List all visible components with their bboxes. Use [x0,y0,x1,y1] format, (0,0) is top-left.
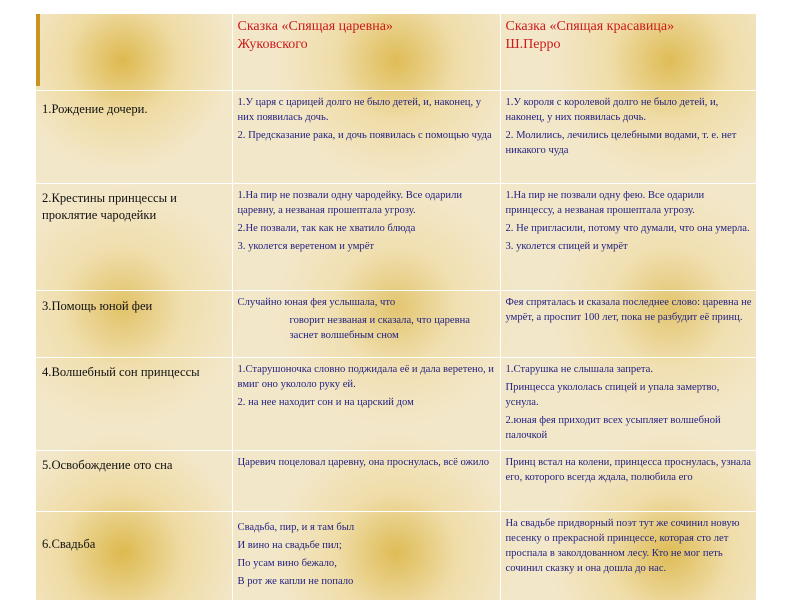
zhukovsky-cell [233,451,500,470]
header-title-perrault [501,14,757,54]
cell-text: 2. на нее находит сон и на царский дом [237,397,414,408]
cell-text: Принц встал на колени, принцесса проснулась, узнала его, которого всегда ждала, полюбила его [505,457,751,483]
header-line: Сказка «Спящая царевна» [237,19,393,34]
header-row [36,14,756,91]
zhukovsky-cell [233,512,500,589]
cell-text: Случайно юная фея услышала, что [237,297,396,308]
cell-text: 2. Предсказание рака, и дочь появилась с помощью чуда [237,130,492,141]
perrault-cell [501,451,757,485]
row-label: 6.Свадьба [42,537,96,551]
header-title-zhukovsky [233,14,500,54]
cell-text: 2.Не позвали, так как не хватило блюда [237,223,416,234]
table-row [36,512,756,601]
zhukovsky-cell [233,91,500,143]
table-row [36,91,756,184]
table-row [36,291,756,358]
row-label: 2.Крестины принцессы и проклятие чародейки [42,191,177,222]
slide [36,14,756,600]
cell-text: 2. Молились, лечились целебными водами, т. е. нет никакого чуда [505,130,737,156]
cell-text: По усам вино бежало, [237,558,337,569]
zhukovsky-cell [233,184,500,254]
header-line: Жуковского [237,37,308,52]
cell-text: 1.На пир не позвали одну фею. Все одарили принцессу, а незваная прошептала угрозу. [505,190,705,216]
cell-text: 2. Не пригласили, потому что думали, что она умерла. [505,223,750,234]
zhukovsky-cell [233,291,500,343]
row-label: 1.Рождение дочери. [42,102,148,116]
cell-text: Свадьба, пир, и я там был [237,522,355,533]
row-label: 4.Волшебный сон принцессы [42,365,200,379]
cell-text: И вино на свадьбе пил; [237,540,342,551]
cell-text: 1.Старушоночка словно поджидала её и дала веретено, и вмиг оно укололо руку ей. [237,364,494,390]
cell-text: На свадьбе придворный поэт тут же сочинил новую песенку о прекрасной принцессе, которая сто лет проспала в заколдованном лесу. Кто не мог петь сочинил сказку и она дошла до нас. [505,518,740,574]
zhukovsky-cell [233,358,500,410]
cell-text: 1.У короля с королевой долго не было детей, и, наконец, у них появилась дочь. [505,97,719,123]
cell-text: В рот же капли не попало [237,576,354,587]
row-label: 3.Помощь юной феи [42,299,153,313]
row-label: 5.Освобождение ото сна [42,458,173,472]
cell-text: 1.На пир не позвали одну чародейку. Все одарили царевну, а незваная прошептала угрозу. [237,190,463,216]
comparison-table [36,14,756,601]
perrault-cell [501,512,757,576]
header-line: Ш.Перро [505,37,561,52]
perrault-cell [501,184,757,254]
cell-text: 3. уколется веретеном и умрёт [237,241,375,252]
cell-text: 1.У царя с царицей долго не было детей, и, наконец, у них появилась дочь. [237,97,482,123]
perrault-cell [501,91,757,158]
cell-text: 2.юная фея приходит всех усыпляет волшебной палочкой [505,415,721,441]
header-cell-zhukovsky [232,14,500,91]
table-row [36,451,756,512]
table-row [36,358,756,451]
table-row [36,184,756,291]
header-cell-empty [36,14,232,91]
header-cell-perrault [500,14,756,91]
cell-text: Фея спряталась и сказала последнее слово: царевна не умрёт, а проспит 100 лет, пока не разбудит её принц. [505,297,752,323]
cell-text: Царевич поцеловал царевну, она проснулась, всё ожило [237,457,490,468]
cell-text: 3. уколется спицей и умрёт [505,241,628,252]
header-line: Сказка «Спящая красавица» [505,19,675,34]
perrault-cell [501,358,757,443]
perrault-cell [501,291,757,325]
cell-text: Принцесса укололась спицей и упала замертво, уснула. [505,382,720,408]
cell-text: 1.Старушка не слышала запрета. [505,364,654,375]
cell-text: говорит незваная и сказала, что царевна заснет волшебным сном [289,315,470,341]
